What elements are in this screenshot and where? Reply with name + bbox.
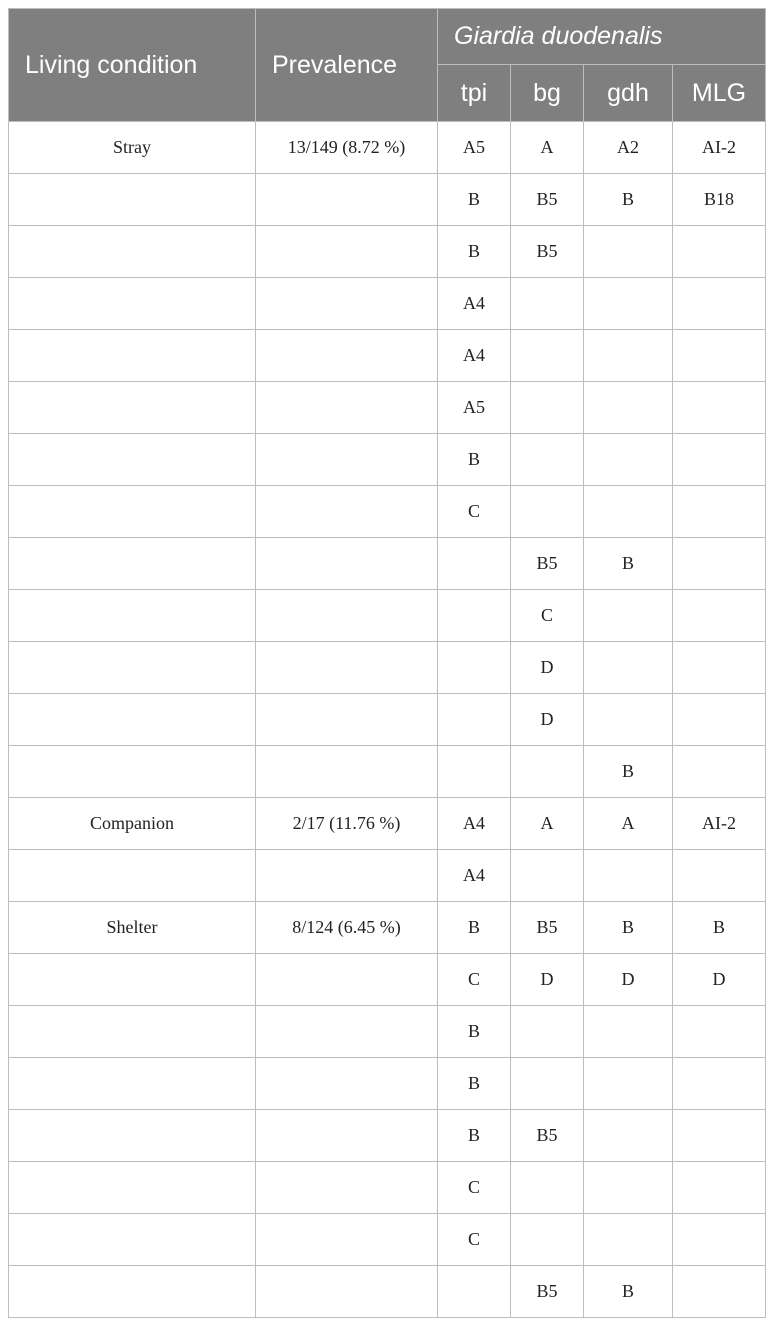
living-condition-cell [9,1162,256,1214]
living-condition-cell [9,954,256,1006]
living-condition-cell [9,278,256,330]
mlg-cell: AI-2 [673,798,766,850]
prevalence-cell [256,1058,438,1110]
gdh-cell: B [584,1266,673,1318]
bg-cell [511,1006,584,1058]
bg-cell [511,278,584,330]
table-row [9,486,766,538]
gdh-cell [584,278,673,330]
bg-cell: B5 [511,1110,584,1162]
table-row [9,954,766,1006]
bg-cell: B5 [511,1266,584,1318]
gdh-cell: A [584,798,673,850]
prevalence-cell [256,486,438,538]
bg-cell [511,1214,584,1266]
living-condition-cell: Companion [9,798,256,850]
table-row [9,1058,766,1110]
tpi-cell: A4 [438,330,511,382]
prevalence-cell [256,642,438,694]
prevalence-cell [256,434,438,486]
gdh-cell: A2 [584,122,673,174]
table-row [9,1110,766,1162]
table-row [9,330,766,382]
table-row [9,694,766,746]
bg-cell [511,434,584,486]
mlg-cell: B [673,902,766,954]
table-row [9,1214,766,1266]
living-condition-cell [9,538,256,590]
mlg-cell [673,1058,766,1110]
mlg-cell [673,226,766,278]
table-row [9,590,766,642]
tpi-cell: A5 [438,122,511,174]
prevalence-cell [256,590,438,642]
gdh-cell [584,850,673,902]
prevalence-cell [256,954,438,1006]
header-tpi: tpi [438,65,511,122]
table-row [9,798,766,850]
tpi-cell [438,538,511,590]
tpi-cell [438,1266,511,1318]
living-condition-cell [9,850,256,902]
tpi-cell: C [438,1214,511,1266]
tpi-cell: B [438,434,511,486]
living-condition-cell [9,1006,256,1058]
living-condition-cell: Stray [9,122,256,174]
prevalence-cell [256,1162,438,1214]
living-condition-cell [9,434,256,486]
bg-cell: B5 [511,538,584,590]
gdh-cell: B [584,746,673,798]
gdh-cell [584,694,673,746]
tpi-cell [438,590,511,642]
prevalence-cell [256,746,438,798]
living-condition-cell: Shelter [9,902,256,954]
table-row [9,226,766,278]
mlg-cell [673,486,766,538]
living-condition-cell [9,226,256,278]
tpi-cell: A4 [438,278,511,330]
living-condition-cell [9,642,256,694]
mlg-cell [673,538,766,590]
living-condition-cell [9,1058,256,1110]
mlg-cell [673,434,766,486]
prevalence-cell [256,278,438,330]
prevalence-cell: 8/124 (6.45 %) [256,902,438,954]
tpi-cell [438,642,511,694]
bg-cell [511,1162,584,1214]
table-row [9,382,766,434]
gdh-cell [584,1058,673,1110]
mlg-cell: AI-2 [673,122,766,174]
bg-cell: B5 [511,902,584,954]
table-row [9,1162,766,1214]
table-row [9,538,766,590]
gdh-cell [584,486,673,538]
table-row [9,174,766,226]
header-row-top [9,9,766,65]
mlg-cell [673,850,766,902]
header-bg: bg [511,65,584,122]
living-condition-cell [9,330,256,382]
tpi-cell [438,694,511,746]
prevalence-cell [256,538,438,590]
mlg-cell [673,590,766,642]
living-condition-cell [9,1266,256,1318]
gdh-cell [584,330,673,382]
gdh-cell [584,1162,673,1214]
mlg-cell [673,1214,766,1266]
gdh-cell: B [584,174,673,226]
mlg-cell [673,1162,766,1214]
tpi-cell: C [438,1162,511,1214]
mlg-cell [673,278,766,330]
table-row [9,434,766,486]
gdh-cell [584,590,673,642]
header-mlg: MLG [673,65,766,122]
tpi-cell: B [438,1006,511,1058]
table-row [9,278,766,330]
gdh-cell [584,1006,673,1058]
bg-cell [511,330,584,382]
table-row [9,1006,766,1058]
living-condition-cell [9,694,256,746]
tpi-cell: B [438,1110,511,1162]
table-header [9,9,766,122]
header-species: Giardia duodenalis [438,9,766,65]
prevalence-cell [256,226,438,278]
prevalence-cell [256,1214,438,1266]
table-row [9,1266,766,1318]
bg-cell [511,746,584,798]
tpi-cell: B [438,902,511,954]
gdh-cell: B [584,538,673,590]
bg-cell: B5 [511,174,584,226]
tpi-cell: C [438,486,511,538]
table-row [9,902,766,954]
table-row [9,642,766,694]
bg-cell: D [511,642,584,694]
living-condition-cell [9,382,256,434]
mlg-cell [673,1006,766,1058]
table-row [9,746,766,798]
mlg-cell [673,1110,766,1162]
header-living-condition: Living condition [9,9,256,122]
mlg-cell: B18 [673,174,766,226]
mlg-cell: D [673,954,766,1006]
mlg-cell [673,642,766,694]
bg-cell: D [511,694,584,746]
living-condition-cell [9,486,256,538]
bg-cell: B5 [511,226,584,278]
prevalence-cell [256,694,438,746]
prevalence-cell [256,382,438,434]
table-row [9,850,766,902]
tpi-cell: B [438,174,511,226]
bg-cell [511,850,584,902]
genotype-table [8,8,766,1318]
prevalence-cell [256,174,438,226]
prevalence-cell [256,1266,438,1318]
tpi-cell: B [438,1058,511,1110]
bg-cell: A [511,798,584,850]
gdh-cell [584,226,673,278]
tpi-cell: A4 [438,798,511,850]
mlg-cell [673,1266,766,1318]
gdh-cell: D [584,954,673,1006]
prevalence-cell [256,1006,438,1058]
living-condition-cell [9,590,256,642]
tpi-cell: A5 [438,382,511,434]
tpi-cell: B [438,226,511,278]
gdh-cell: B [584,902,673,954]
mlg-cell [673,694,766,746]
table-body [9,122,766,1318]
prevalence-cell [256,1110,438,1162]
mlg-cell [673,746,766,798]
living-condition-cell [9,1110,256,1162]
living-condition-cell [9,174,256,226]
tpi-cell: C [438,954,511,1006]
bg-cell: A [511,122,584,174]
bg-cell [511,486,584,538]
tpi-cell [438,746,511,798]
header-prevalence: Prevalence [256,9,438,122]
living-condition-cell [9,746,256,798]
living-condition-cell [9,1214,256,1266]
bg-cell [511,382,584,434]
gdh-cell [584,434,673,486]
mlg-cell [673,382,766,434]
tpi-cell: A4 [438,850,511,902]
gdh-cell [584,642,673,694]
bg-cell [511,1058,584,1110]
gdh-cell [584,1110,673,1162]
bg-cell: C [511,590,584,642]
prevalence-cell [256,330,438,382]
table-row [9,122,766,174]
prevalence-cell [256,850,438,902]
prevalence-cell: 2/17 (11.76 %) [256,798,438,850]
mlg-cell [673,330,766,382]
prevalence-cell: 13/149 (8.72 %) [256,122,438,174]
gdh-cell [584,1214,673,1266]
bg-cell: D [511,954,584,1006]
gdh-cell [584,382,673,434]
header-gdh: gdh [584,65,673,122]
